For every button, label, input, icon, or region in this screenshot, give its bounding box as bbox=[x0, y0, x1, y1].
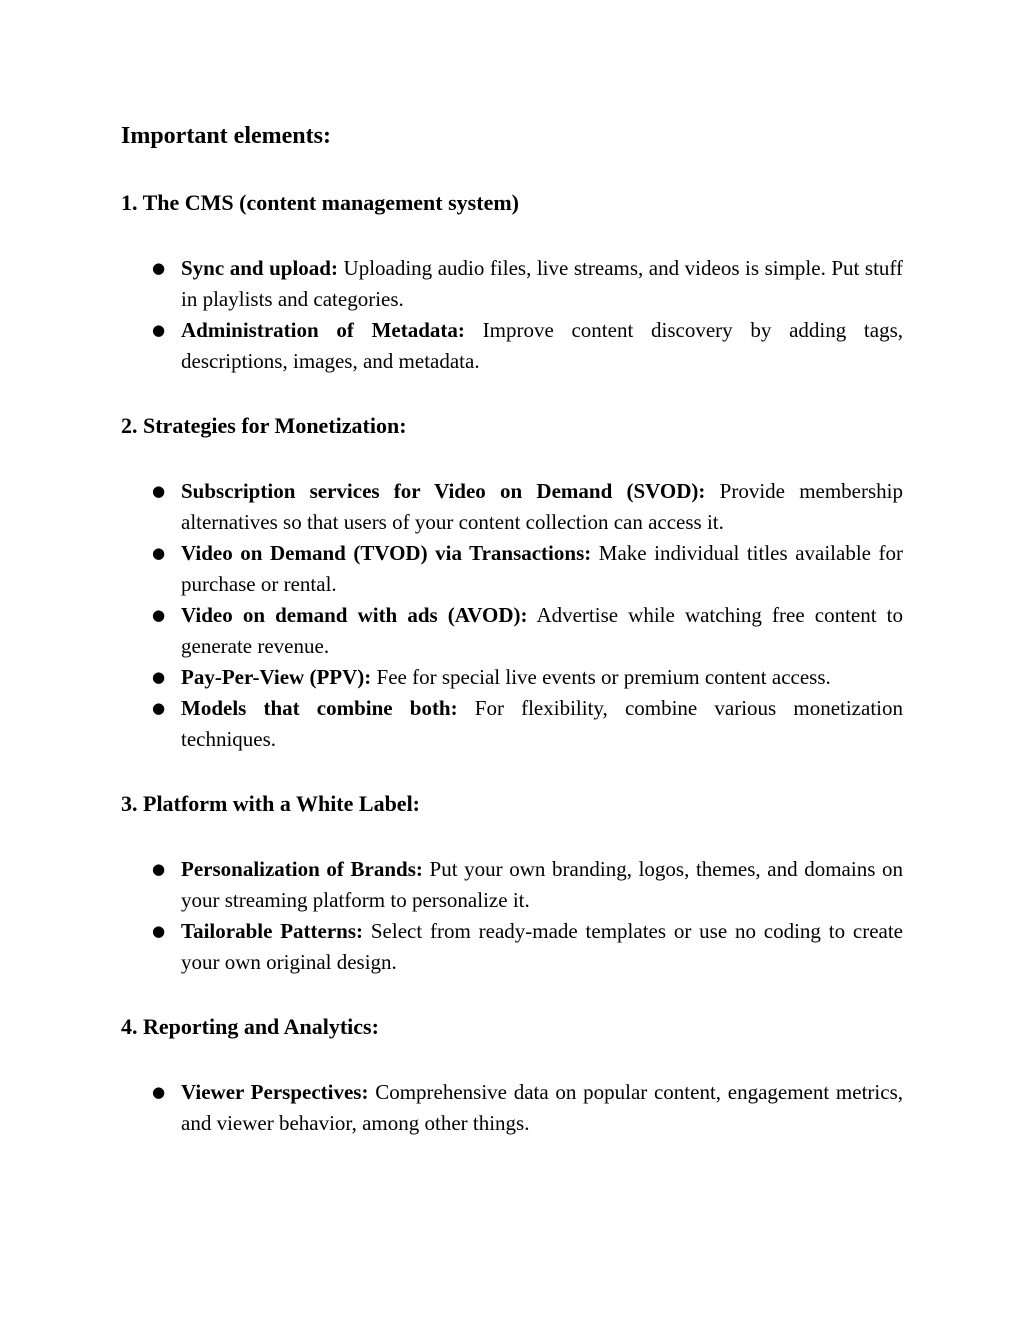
item-text: Select from ready-made templates or use no coding to create your own original design. bbox=[181, 919, 904, 974]
item-term: Personalization of Brands: bbox=[181, 857, 423, 881]
bullet-icon: ● bbox=[152, 259, 166, 277]
bullet-icon: ● bbox=[152, 699, 166, 717]
list-item bbox=[121, 600, 903, 662]
section-heading: 1. The CMS (content management system) bbox=[121, 190, 519, 215]
bullet-list bbox=[121, 253, 903, 377]
list-item bbox=[121, 854, 903, 916]
section-analytics bbox=[121, 1011, 903, 1139]
item-text: Uploading audio files, live streams, and videos is simple. Put stuff in playlists and categories. bbox=[181, 256, 904, 311]
bullet-icon: ● bbox=[152, 860, 166, 878]
bullet-list bbox=[121, 854, 903, 978]
bullet-icon: ● bbox=[152, 668, 166, 686]
section-cms bbox=[121, 187, 903, 377]
section-heading: 4. Reporting and Analytics: bbox=[121, 1014, 379, 1039]
item-term: Viewer Perspectives: bbox=[181, 1080, 369, 1104]
item-term: Video on Demand (TVOD) via Transactions: bbox=[181, 541, 592, 565]
bullet-list bbox=[121, 476, 903, 755]
list-item bbox=[121, 662, 903, 693]
bullet-icon: ● bbox=[152, 606, 166, 624]
item-term: Administration of Metadata: bbox=[181, 318, 465, 342]
document-page bbox=[121, 118, 903, 1172]
item-text: Make individual titles available for purchase or rental. bbox=[181, 541, 904, 596]
item-text: Put your own branding, logos, themes, and domains on your streaming platform to personalize it. bbox=[181, 857, 904, 912]
list-item bbox=[121, 693, 903, 755]
bullet-list bbox=[121, 1077, 903, 1139]
item-text: For flexibility, combine various monetization techniques. bbox=[181, 696, 903, 751]
item-term: Sync and upload: bbox=[181, 256, 338, 280]
item-term: Subscription services for Video on Demand (SVOD): bbox=[181, 479, 706, 503]
section-monetization bbox=[121, 410, 903, 755]
item-term: Pay-Per-View (PPV): bbox=[181, 665, 372, 689]
list-item bbox=[121, 315, 903, 377]
list-item bbox=[121, 476, 903, 538]
bullet-icon: ● bbox=[152, 482, 166, 500]
list-item bbox=[121, 1077, 903, 1139]
item-text: Fee for special live events or premium content access. bbox=[376, 665, 831, 689]
item-term: Models that combine both: bbox=[181, 696, 458, 720]
item-text: Comprehensive data on popular content, engagement metrics, and viewer behavior, among other things. bbox=[181, 1080, 903, 1135]
item-term: Video on demand with ads (AVOD): bbox=[181, 603, 528, 627]
list-item bbox=[121, 916, 903, 978]
item-term: Tailorable Patterns: bbox=[181, 919, 364, 943]
section-heading: 3. Platform with a White Label: bbox=[121, 791, 421, 816]
section-heading: 2. Strategies for Monetization: bbox=[121, 413, 407, 438]
bullet-icon: ● bbox=[152, 1083, 166, 1101]
item-text: Provide membership alternatives so that users of your content collection can access it. bbox=[181, 479, 904, 534]
item-text: Advertise while watching free content to generate revenue. bbox=[181, 603, 904, 658]
list-item bbox=[121, 538, 903, 600]
bullet-icon: ● bbox=[152, 922, 166, 940]
document-heading: Important elements: bbox=[121, 123, 331, 149]
bullet-icon: ● bbox=[152, 321, 166, 339]
bullet-icon: ● bbox=[152, 544, 166, 562]
item-text: Improve content discovery by adding tags, descriptions, images, and metadata. bbox=[181, 318, 904, 373]
list-item bbox=[121, 253, 903, 315]
section-white-label bbox=[121, 788, 903, 978]
